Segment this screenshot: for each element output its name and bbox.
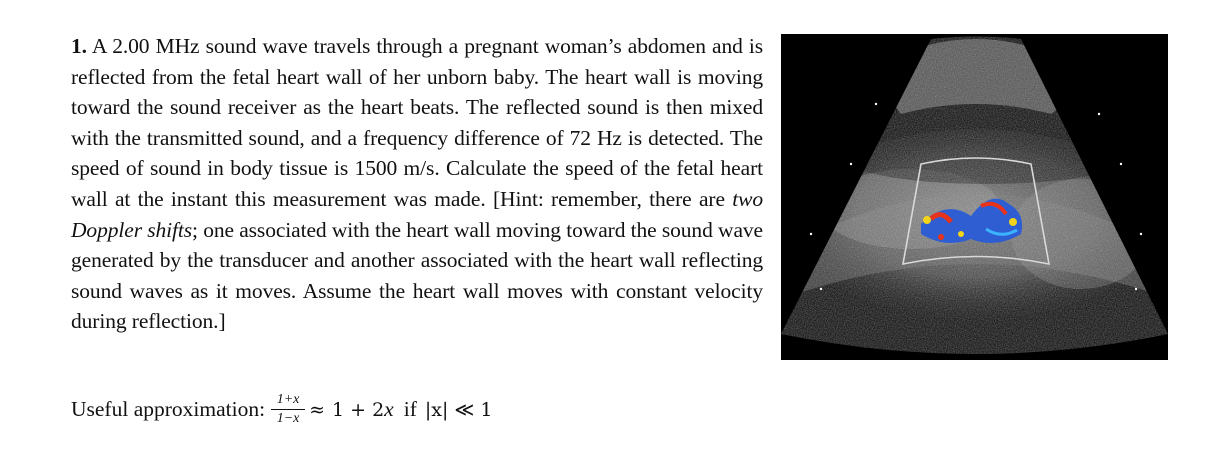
condition-word: if (403, 397, 417, 421)
approximation-fraction (271, 392, 305, 427)
approx-condition: |x| ≪ 1 (424, 398, 493, 421)
ultrasound-graphic (781, 34, 1168, 360)
ultrasound-sector (781, 34, 1168, 360)
approx-rhs: 1 + 2 (331, 398, 385, 421)
problem-emphasis: two Doppler shifts (71, 186, 764, 242)
problem-body-end: ; one associated with the heart wall moving toward the sound wave generated by the transducer and another associated with the heart wall reflecting sound waves as it moves. Assume the heart wall moves with constant velocity during reflection.] (71, 217, 763, 334)
fraction-numerator: 1+x (276, 392, 300, 407)
ultrasound-image (781, 34, 1168, 360)
problem-text (71, 31, 763, 337)
approx-sign: ≈ (309, 398, 325, 421)
problem-body: A 2.00 MHz sound wave travels through a pregnant woman’s abdomen and is reflected from the fetal heart wall of her unborn baby. The heart wall is moving toward the sound receiver as the heart beats. The reflected sound is then mixed with the transmitted sound, and a frequency difference of 72 Hz is detected. The speed of sound in body tissue is 1500 m/s. Calculate the speed of the fetal heart wall at the instant this measurement was made. [Hint: remember, there are (71, 34, 764, 211)
problem-number: 1. (71, 34, 87, 58)
fraction-denominator: 1−x (276, 411, 300, 426)
approximation-label: Useful approximation: (71, 397, 266, 421)
useful-approximation (71, 392, 492, 427)
fraction-bar (271, 409, 305, 410)
approx-rhs-var: x (384, 397, 394, 421)
